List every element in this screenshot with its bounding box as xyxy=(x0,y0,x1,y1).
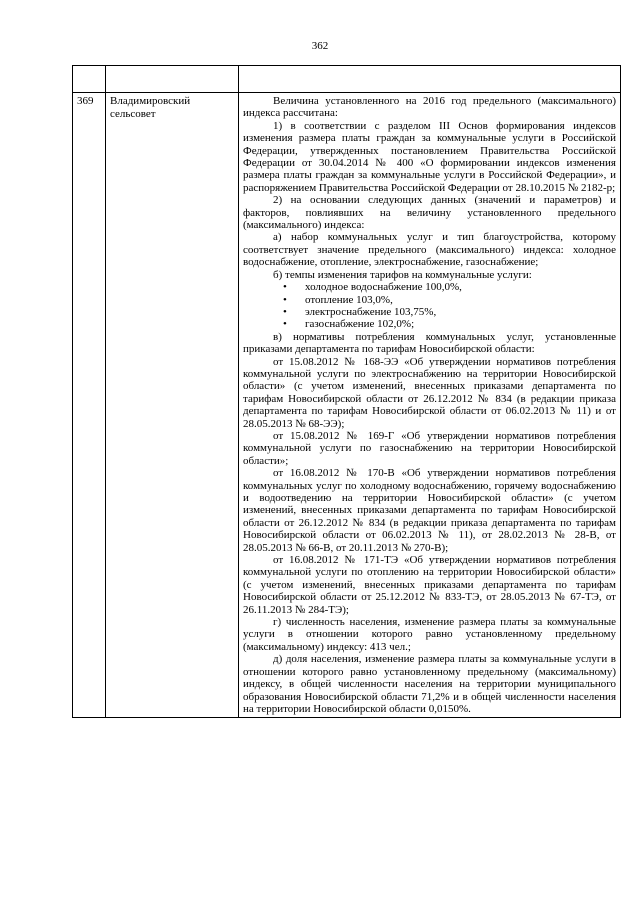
list-item xyxy=(283,318,616,330)
municipality-cell xyxy=(106,93,239,718)
paragraph-tariff-rates: б) темпы изменения тарифов на коммунальные услуги: xyxy=(273,268,532,281)
paragraph-population-share: д) доля населения, изменение размера платы за коммунальные услуги в отношении которого равно установленному предельному (максимальному) индексу, в общей численности населения на территории муниципального образования Новосибирской области 71,2% и в общей численности населения на территории Новосибирской области 0,0150%. xyxy=(243,653,616,715)
list-item xyxy=(283,294,616,306)
index-table xyxy=(72,65,621,718)
municipality-type: сельсовет xyxy=(110,107,156,120)
list-item xyxy=(283,306,616,318)
rate-text: электроснабжение 103,75%, xyxy=(305,305,437,318)
row-number: 369 xyxy=(73,93,106,718)
paragraph-norms: в) нормативы потребления коммунальных услуг, установленные приказами департамента по тарифам Новосибирской области: xyxy=(243,330,616,356)
bullet-icon: • xyxy=(283,318,287,331)
table-row xyxy=(73,93,621,718)
municipality-name: Владимировский xyxy=(110,95,191,107)
rate-text: отопление 103,0%, xyxy=(305,293,393,306)
tariff-rates-list xyxy=(243,281,616,331)
table-header-row xyxy=(73,66,621,93)
paragraph-population: г) численность населения, изменение размера платы за коммунальные услуги в отношении которого равно установленному предельному (максимальному) индексу: 413 чел.; xyxy=(243,616,616,653)
table-cell xyxy=(106,66,239,93)
rate-text: газоснабжение 102,0%; xyxy=(305,318,415,331)
bullet-icon: • xyxy=(283,281,287,294)
page-number: 362 xyxy=(311,40,329,52)
table-cell xyxy=(239,66,621,93)
paragraph-services-set: а) набор коммунальных услуг и тип благоустройства, которому соответствует значение предельного (максимального) индекса: холодное водоснабжение, отопление, электроснабжение, газоснабжение; xyxy=(243,231,616,269)
paragraph-basis-2: 2) на основании следующих данных (значений и параметров) и факторов, повлиявших на величину установленного предельного (максимального) индекса: xyxy=(243,194,616,232)
paragraph-order-169: от 15.08.2012 № 169-Г «Об утверждении нормативов потребления коммунальной услуги по газоснабжению на территории Новосибирской области»; xyxy=(243,429,616,467)
paragraph-order-171: от 16.08.2012 № 171-ТЭ «Об утверждении нормативов потребления коммунальной услуги по отоплению на территории Новосибирской области» (с учетом изменений, внесенных приказами департамента по тарифам Новосибирской области от 25.12.2012 № 833-ТЭ, от 28.05.2013 № 67-ТЭ, от 26.11.2013 № 284-ТЭ); xyxy=(243,554,616,616)
bullet-icon: • xyxy=(283,293,287,306)
paragraph-order-170: от 16.08.2012 № 170-В «Об утверждении нормативов потребления коммунальных услуг по холодному водоснабжению, горячему водоснабжению и водоотведению на территории Новосибирской области» (с учетом изменений, внесенных приказами департамента по тарифам Новосибирской области от 26.12.2012 № 834 (в редакции приказа департамента по тарифам Новосибирской области от 06.02.2013 № 11), от 28.02.2013 № 28-В, от 28.05.2013 № 66-В, от 20.11.2013 № 270-В); xyxy=(243,467,616,554)
table-cell xyxy=(73,66,106,93)
rate-text: холодное водоснабжение 100,0%, xyxy=(305,281,462,294)
list-item xyxy=(283,281,616,293)
paragraph-intro: Величина установленного на 2016 год предельного (максимального) индекса рассчитана: xyxy=(243,95,616,120)
bullet-icon: • xyxy=(283,305,287,318)
paragraph-basis-1: 1) в соответствии с разделом III Основ формирования индексов изменения размера платы граждан за коммунальные услуги в Российской Федерации, утвержденных постановлением Правительства Российской Федерации от 30.04.2014 № 400 «О формировании индексов изменения размера платы граждан за коммунальные услуги в Российской Федерации», и распоряжением Правительства Российской Федерации от 28.10.2015 № 2182-р; xyxy=(243,119,616,194)
paragraph-order-168: от 15.08.2012 № 168-ЭЭ «Об утверждении нормативов потребления коммунальной услуги по электроснабжению на территории Новосибирской области» (с учетом изменений, внесенных приказами департамента по тарифам Новосибирской области от 26.12.2012 № 834 (в редакции приказа департамента по тарифам Новосибирской области от 06.02.2013 № 11) и от 28.05.2013 № 68-ЭЭ); xyxy=(243,355,616,430)
calculation-description xyxy=(239,93,621,718)
